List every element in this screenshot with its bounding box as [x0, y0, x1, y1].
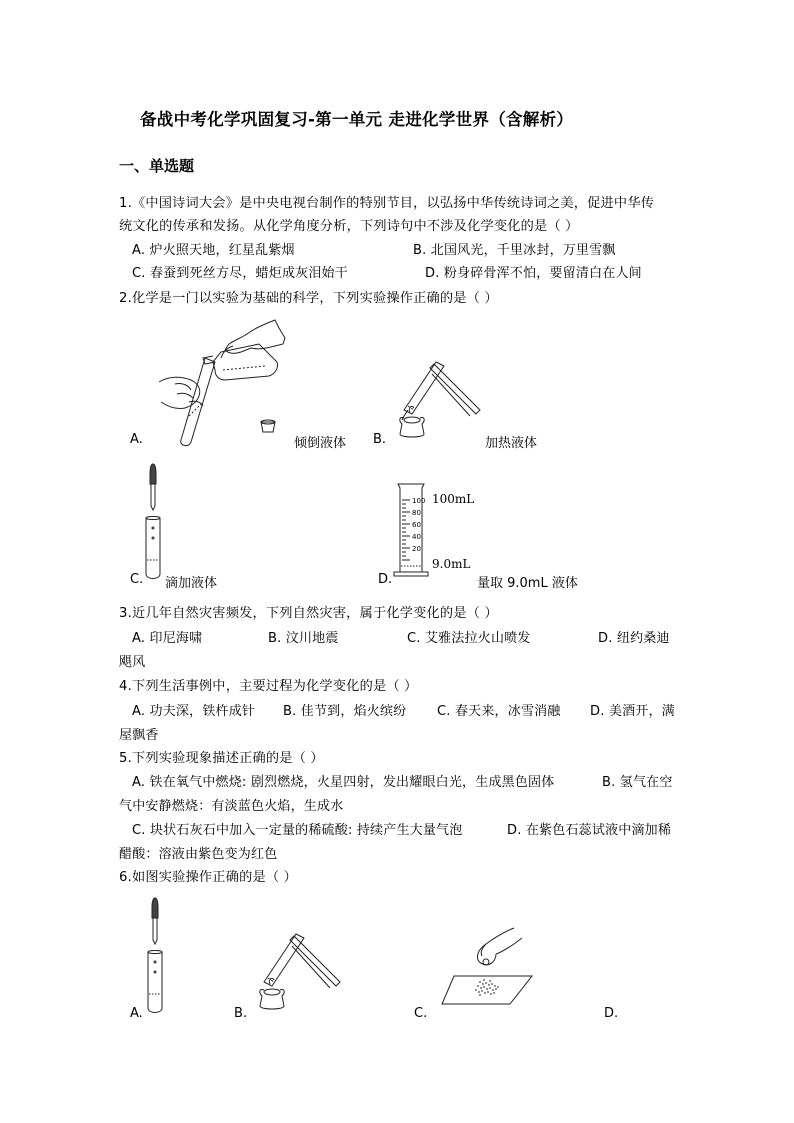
question-2-option-b-letter[interactable]: B. [373, 432, 387, 447]
question-4-option-d[interactable]: D. 美酒开，满 [590, 704, 675, 719]
question-4-option-a[interactable]: A. 功夫深，铁杵成针 [132, 704, 256, 719]
question-3-option-c[interactable]: C. 艾雅法拉火山喷发 [407, 631, 531, 646]
question-3-option-b[interactable]: B. 汶川地震 [268, 631, 339, 646]
cylinder-tick-80: 80 [412, 509, 421, 517]
section-heading: 一、单选题 [119, 157, 195, 175]
heat-liquid-figure-2 [250, 930, 342, 1010]
question-6-option-a[interactable]: A. [130, 1006, 143, 1021]
question-5-option-b-continued: 气中安静燃烧：有淡蓝色火焰，生成水 [119, 799, 344, 814]
question-6-option-b[interactable]: B. [234, 1006, 248, 1021]
dropper-figure [142, 462, 172, 582]
question-4-stem: 4.下列生活事例中，主要过程为化学变化的是（ ） [119, 679, 418, 694]
pour-liquid-figure [155, 318, 305, 448]
question-5-option-c[interactable]: C. 块状石灰石中加入一定量的稀硫酸: 持续产生大量气泡 [132, 823, 463, 838]
question-1-option-b[interactable]: B. 北国风光，千里冰封，万里雪飘 [413, 243, 616, 258]
cylinder-bottom-label: 9.0mL [432, 557, 471, 571]
weigh-powder-figure [440, 926, 536, 1006]
question-4-option-c[interactable]: C. 春天来，冰雪消融 [437, 704, 561, 719]
question-2-option-d-letter[interactable]: D. [378, 572, 393, 587]
question-1-stem-line-1: 1.《中国诗词大会》是中央电视台制作的特别节目，以弘扬中华传统诗词之美，促进中华传 [119, 196, 655, 211]
question-6-stem: 6.如图实验操作正确的是（ ） [119, 870, 298, 885]
question-1-option-a[interactable]: A. 炉火照天地，红星乱紫烟 [132, 243, 295, 258]
question-2-option-b-label: 加热液体 [485, 436, 538, 451]
question-6-option-c[interactable]: C. [414, 1006, 428, 1021]
question-6-option-d[interactable]: D. [604, 1006, 619, 1021]
graduated-cylinder-figure [392, 480, 432, 580]
question-4-option-d-continued: 屋飘香 [119, 728, 159, 743]
question-3-option-d[interactable]: D. 纽约桑迪 [598, 631, 670, 646]
heat-liquid-figure [390, 358, 482, 438]
cylinder-tick-40: 40 [412, 533, 421, 541]
cylinder-tick-100: 100 [412, 497, 426, 505]
question-2-option-c-label: 滴加液体 [165, 576, 218, 591]
question-3-option-a[interactable]: A. 印尼海啸 [132, 631, 203, 646]
question-4-option-b[interactable]: B. 佳节到，焰火缤纷 [283, 704, 407, 719]
question-5-stem: 5.下列实验现象描述正确的是（ ） [119, 751, 324, 766]
question-1-stem-line-2: 统文化的传承和发扬。从化学角度分析，下列诗句中不涉及化学变化的是（ ） [119, 219, 579, 234]
question-3-option-d-continued: 飓风 [119, 655, 146, 670]
question-2-option-d-label: 量取 9.0mL 液体 [477, 576, 578, 591]
question-5-option-d-continued: 醋酸：溶液由紫色变为红色 [119, 847, 278, 862]
question-3-stem: 3.近几年自然灾害频发，下列自然灾害，属于化学变化的是（ ） [119, 606, 498, 621]
question-2-option-a-label: 倾倒液体 [294, 436, 347, 451]
question-1-option-c[interactable]: C. 春蚕到死丝方尽，蜡炬成灰泪始干 [132, 266, 348, 281]
question-5-option-d[interactable]: D. 在紫色石蕊试液中滴加稀 [507, 823, 672, 838]
question-5-option-b[interactable]: B. 氢气在空 [602, 775, 673, 790]
question-5-option-a[interactable]: A. 铁在氧气中燃烧: 剧烈燃烧，火星四射，发出耀眼白光，生成黑色固体 [132, 775, 555, 790]
cylinder-tick-20: 20 [412, 545, 421, 553]
document-title: 备战中考化学巩固复习-第一单元 走进化学世界（含解析） [140, 110, 574, 129]
question-2-stem: 2.化学是一门以实验为基础的科学，下列实验操作正确的是（ ） [119, 291, 498, 306]
question-1-option-d[interactable]: D. 粉身碎骨浑不怕，要留清白在人间 [425, 266, 642, 281]
cylinder-tick-60: 60 [412, 521, 421, 529]
question-2-option-a-letter[interactable]: A. [130, 432, 143, 447]
question-2-option-c-letter[interactable]: C. [130, 572, 144, 587]
cylinder-top-label: 100mL [432, 492, 475, 506]
dropper-figure-2 [144, 896, 174, 1016]
